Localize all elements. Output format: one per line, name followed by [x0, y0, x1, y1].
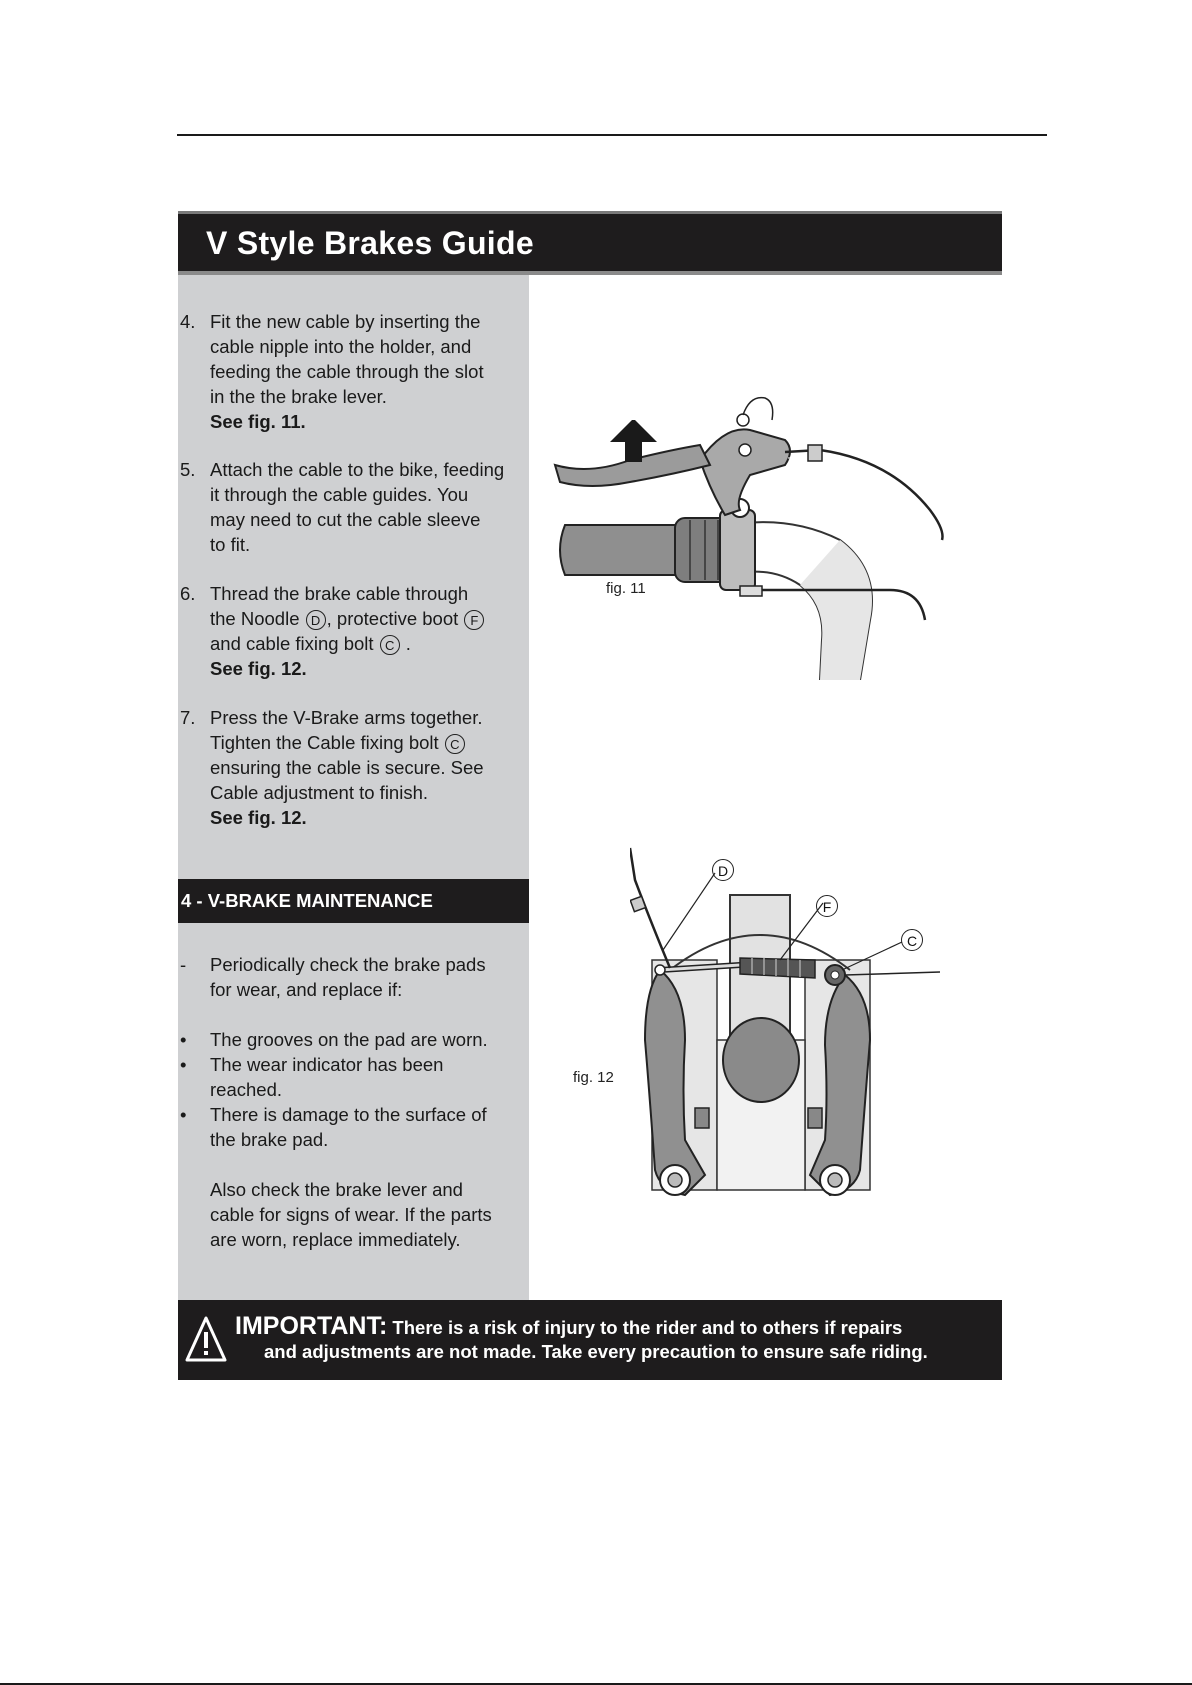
figure-12-label: fig. 12: [573, 1069, 614, 1086]
step-line: [210, 606, 528, 631]
bullet-marker: •: [180, 1104, 187, 1125]
step-line: in the the brake lever.: [210, 386, 387, 407]
step-line: to fit.: [210, 534, 251, 555]
page-header: [178, 211, 1002, 275]
bullet-marker: •: [180, 1054, 187, 1075]
step-line: Attach the cable to the bike, feeding: [210, 459, 505, 480]
callout-d-marker: D: [306, 610, 326, 630]
step-line: [210, 730, 528, 755]
step-text: Tighten the Cable fixing bolt: [210, 732, 439, 753]
step-line: Fit the new cable by inserting the: [210, 311, 481, 332]
step-line: ensuring the cable is secure. See: [210, 757, 484, 778]
section-title: 4 - V-BRAKE MAINTENANCE: [181, 890, 433, 911]
step-line: for wear, and replace if:: [210, 979, 403, 1000]
step-text: , protective boot: [326, 608, 459, 629]
step-number: 7.: [180, 707, 196, 728]
warning-triangle-icon: [184, 1314, 228, 1366]
step-text: the Noodle: [210, 608, 300, 629]
warning-text: There is a risk of injury to the rider and to others if repairs: [387, 1317, 903, 1338]
callout-d-label: D: [712, 859, 734, 881]
bullet-line: The grooves on the pad are worn.: [210, 1029, 488, 1050]
step-line: are worn, replace immediately.: [210, 1229, 461, 1250]
step-line: cable for signs of wear. If the parts: [210, 1204, 492, 1225]
step-line: Also check the brake lever and: [210, 1179, 463, 1200]
bullet-marker: •: [180, 1029, 187, 1050]
step-text: and cable fixing bolt: [210, 633, 374, 654]
callout-c-marker: C: [380, 635, 400, 655]
step-line: Cable adjustment to finish.: [210, 782, 429, 803]
step-number: 5.: [180, 459, 196, 480]
step-line: [210, 631, 528, 656]
bullet-line: the brake pad.: [210, 1129, 329, 1150]
dash-marker: -: [180, 954, 187, 975]
instructions-column: [178, 275, 529, 1300]
figure-reference: See fig. 11.: [210, 411, 306, 432]
callout-f-label: F: [816, 895, 838, 917]
bullet-line: reached.: [210, 1079, 282, 1100]
important-label: IMPORTANT:: [235, 1312, 388, 1340]
maintenance-section-header: [178, 879, 529, 923]
warning-line-1: [235, 1312, 902, 1341]
warning-line-2: and adjustments are not made. Take every precaution to ensure safe riding.: [264, 1341, 928, 1362]
step-line: cable nipple into the holder, and: [210, 336, 472, 357]
step-text: .: [400, 633, 411, 654]
step-line: Periodically check the brake pads: [210, 954, 486, 975]
bullet-line: There is damage to the surface of: [210, 1104, 487, 1125]
callout-c-label: C: [901, 929, 923, 951]
top-rule: [177, 134, 1047, 136]
bullet-line: The wear indicator has been: [210, 1054, 444, 1075]
callout-f-marker: F: [464, 610, 484, 630]
step-line: may need to cut the cable sleeve: [210, 509, 481, 530]
step-number: 6.: [180, 583, 196, 604]
important-warning-banner: [178, 1300, 1002, 1380]
step-line: Press the V-Brake arms together.: [210, 707, 483, 728]
step-line: it through the cable guides. You: [210, 484, 469, 505]
step-line: feeding the cable through the slot: [210, 361, 484, 382]
v-brake-assembly-illustration: [630, 840, 960, 1220]
step-number: 4.: [180, 311, 196, 332]
callout-c-marker: C: [445, 734, 465, 754]
figure-reference: See fig. 12.: [210, 807, 307, 828]
step-line: Thread the brake cable through: [210, 583, 469, 604]
brake-lever-illustration: [550, 390, 1010, 680]
figure-reference: See fig. 12.: [210, 658, 307, 679]
page-title: V Style Brakes Guide: [206, 225, 534, 261]
figure-11-label: fig. 11: [606, 580, 646, 597]
